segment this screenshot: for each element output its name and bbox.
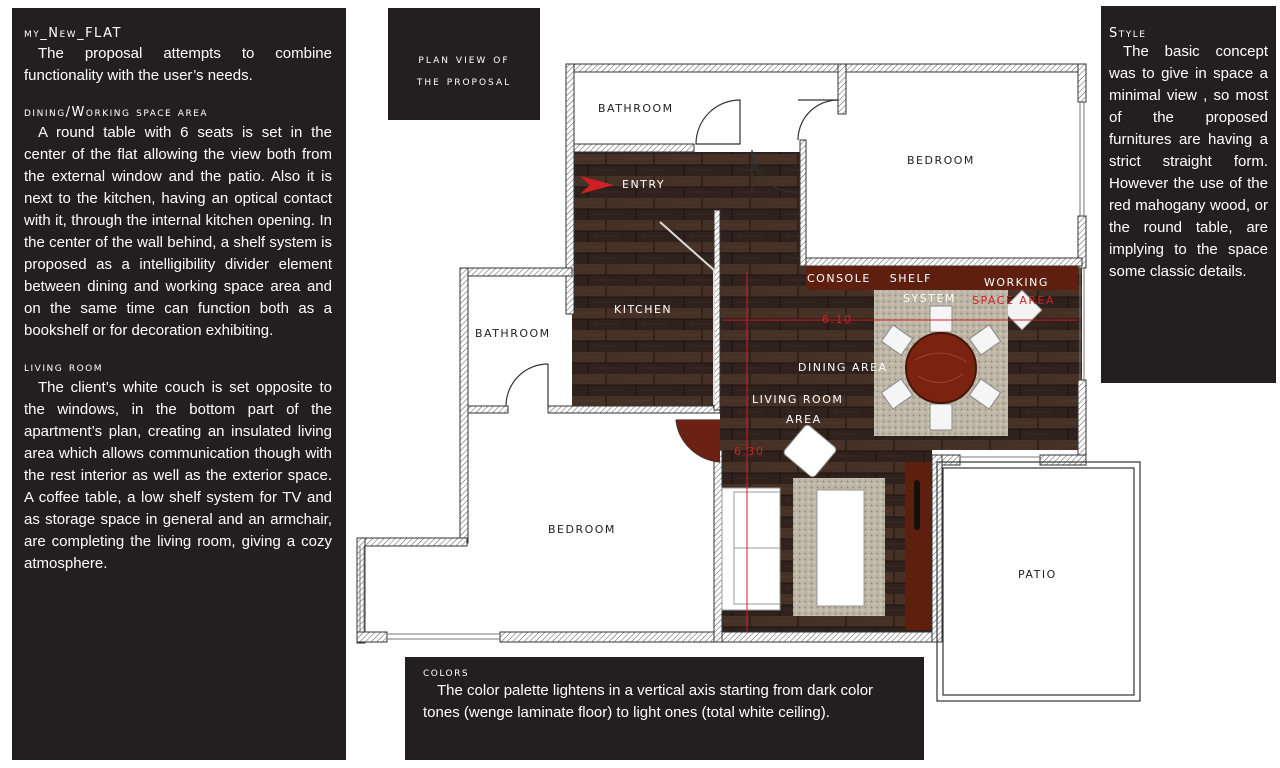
project-title: my_New_FLAT — [24, 26, 122, 41]
colors-heading: colors — [423, 665, 470, 680]
label-console-shelf: CONSOLE SHELF — [807, 272, 932, 285]
living-heading: living room — [24, 360, 104, 375]
intro-text: The proposal attempts to combine functionality with the user’s needs. — [24, 45, 332, 84]
style-text: The basic concept was to give in space a minimal view , so most of the proposed furnitures are having a strict straight form. However the use of the red mahogany wood, or the round table, are implying to the space some classic details. — [1109, 43, 1268, 280]
label-living-room: LIVING ROOM — [752, 393, 844, 406]
label-space-area: SPACE AREA — [972, 294, 1056, 307]
round-table — [906, 333, 976, 403]
couch — [722, 488, 780, 610]
plan-title-line2: the proposal — [416, 73, 512, 88]
label-bathroom-top: BATHROOM — [598, 102, 674, 115]
patio-outline — [937, 462, 1140, 701]
door-leaf-living — [676, 420, 720, 462]
coffee-table — [817, 490, 864, 606]
living-text: The client’s white couch is set opposite to the windows, in the bottom part of the apartment’s plan, creating an insulated living area which allows communication though with the rest interior as well as the exterior space. A coffee table, a low shelf system for TV and as storage space in general and an armchair, are completing the living room, giving a cozy atmosphere. — [24, 379, 332, 572]
dimension-horizontal: 6.10 — [822, 313, 853, 326]
style-heading: Style — [1109, 26, 1147, 41]
dining-heading: dining/Working space area — [24, 105, 209, 120]
label-patio: PATIO — [1018, 568, 1057, 581]
label-bathroom-left: BATHROOM — [475, 327, 551, 340]
colors-panel — [405, 657, 924, 760]
label-system: SYSTEM — [903, 292, 956, 305]
dimension-vertical: 6.30 — [734, 445, 765, 458]
label-area: AREA — [786, 413, 822, 426]
colors-text: The color palette lightens in a vertical axis starting from dark color tones (wenge laminate floor) to light ones (total white ceiling). — [423, 682, 874, 721]
label-kitchen: KITCHEN — [614, 303, 673, 316]
tv — [914, 480, 920, 530]
dining-text: A round table with 6 seats is set in the center of the flat allowing the view both from the external window and the patio. Also it is next to the kitchen, having an optical contact with it, through the internal kitchen opening. In the center of the wall behind, a shelf system is proposed as a intelligibility divider element between dining and working space area and on the same time can function both as a bookshelf or for decoration exhibiting. — [24, 124, 332, 339]
label-bedroom-bottom: BEDROOM — [548, 523, 616, 536]
label-dining-area: DINING AREA — [798, 361, 888, 374]
label-bedroom-top: BEDROOM — [907, 154, 975, 167]
label-working: WORKING — [984, 276, 1049, 289]
plan-title-line1: plan view of — [418, 51, 510, 66]
label-entry: ENTRY — [622, 178, 666, 191]
